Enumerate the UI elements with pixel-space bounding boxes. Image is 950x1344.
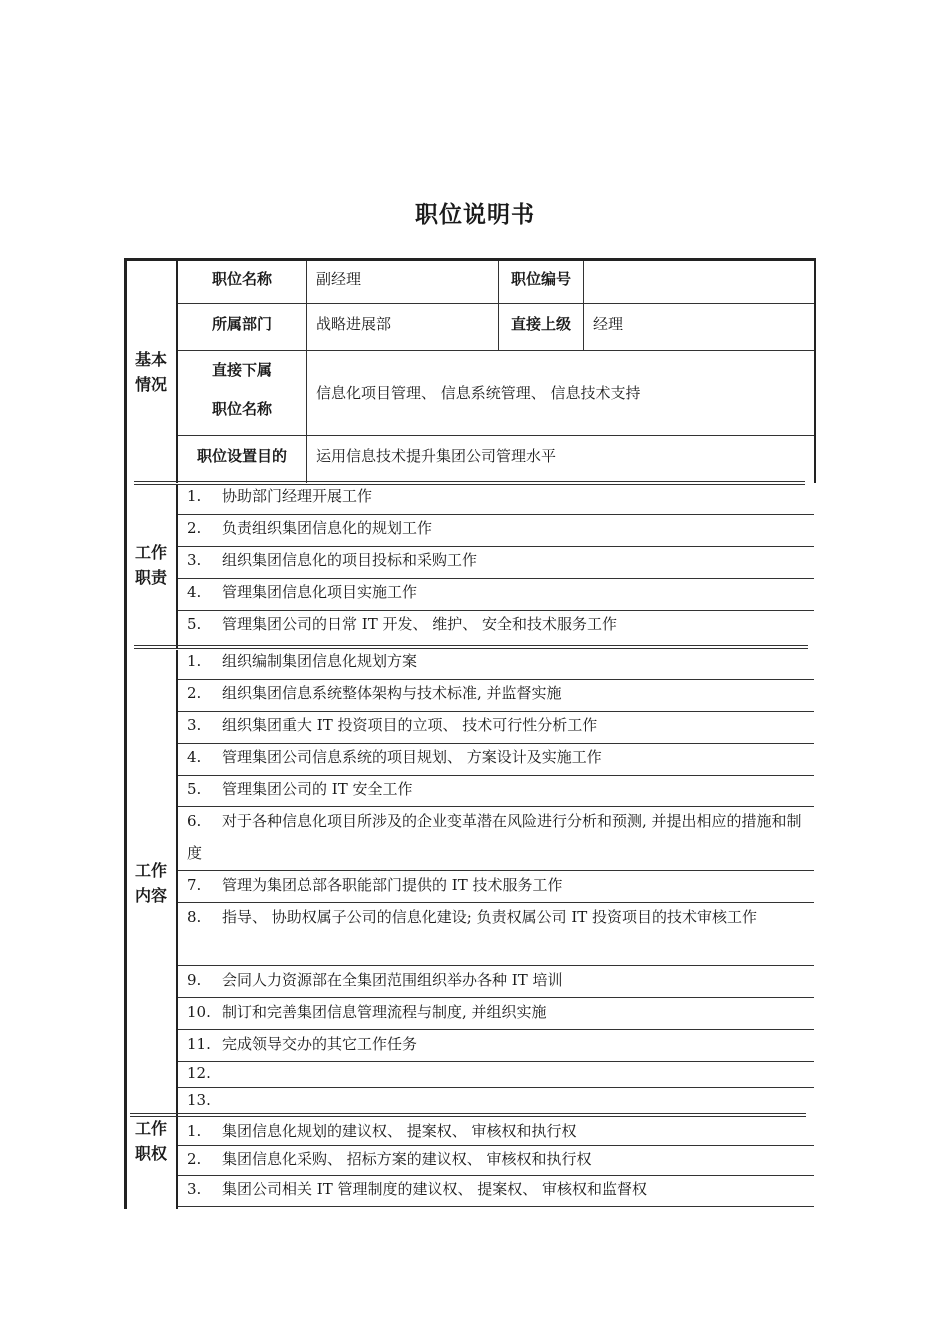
duty-item: 2. 负责组织集团信息化的规划工作 [187,519,433,537]
position-name-label: 职位名称 [211,270,272,288]
row-divider [178,1206,814,1207]
frame-right-border [814,258,816,483]
content-item: 4. 管理集团公司信息系统的项目规划、 方案设计及实施工作 [187,748,602,766]
department-value: 战略进展部 [316,315,392,333]
subordinate-label-line1: 直接下属 [211,361,272,379]
authority-item: 1. 集团信息化规划的建议权、 提案权、 审核权和执行权 [187,1122,577,1140]
content-item: 13. [187,1091,211,1109]
section-label-content: 工作 内容 [134,861,167,905]
content-item: 5. 管理集团公司的 IT 安全工作 [187,780,413,798]
section-label-duties: 工作 职责 [134,543,167,587]
content-item: 6. 对于各种信息化项目所涉及的企业变革潜在风险进行分析和预测, 并提出相应的措施和制度 [187,812,802,862]
content-item: 2. 组织集团信息系统整体架构与技术标准, 并监督实施 [187,684,562,702]
column-divider [583,261,584,350]
supervisor-value: 经理 [593,315,624,333]
content-item: 1. 组织编制集团信息化规划方案 [187,652,418,670]
content-item: 12. [187,1064,211,1082]
subordinate-value: 信息化项目管理、 信息系统管理、 信息技术支持 [316,384,641,402]
column-divider [306,261,307,483]
supervisor-label: 直接上级 [510,315,571,333]
duty-item: 1. 协助部门经理开展工作 [187,487,373,505]
duty-item: 5. 管理集团公司的日常 IT 开发、 维护、 安全和技术服务工作 [187,615,618,633]
content-item: 8. 指导、 协助权属子公司的信息化建设; 负责权属公司 IT 投资项目的技术审核工作 [187,908,758,926]
section-label-authority: 工作 职权 [134,1119,167,1163]
department-label: 所属部门 [211,315,272,333]
authority-item: 2. 集团信息化采购、 招标方案的建议权、 审核权和执行权 [187,1150,592,1168]
position-name-value: 副经理 [316,270,362,288]
page-title: 职位说明书 [415,202,535,228]
position-code-label: 职位编号 [510,270,571,288]
content-item: 9. 会同人力资源部在全集团范围组织举办各种 IT 培训 [187,971,563,989]
content-item: 3. 组织集团重大 IT 投资项目的立项、 技术可行性分析工作 [187,716,598,734]
section-label-basic: 基本 情况 [134,350,167,394]
purpose-label: 职位设置目的 [196,447,287,465]
content-item: 11. 完成领导交办的其它工作任务 [187,1035,418,1053]
duty-item: 4. 管理集团信息化项目实施工作 [187,583,418,601]
purpose-value: 运用信息技术提升集团公司管理水平 [316,447,557,465]
subordinate-label-line2: 职位名称 [211,400,272,418]
job-description-form [124,258,816,1209]
content-item: 7. 管理为集团总部各职能部门提供的 IT 技术服务工作 [187,876,563,894]
content-item: 10. 制订和完善集团信息管理流程与制度, 并组织实施 [187,1003,547,1021]
duty-item: 3. 组织集团信息化的项目投标和采购工作 [187,551,478,569]
position-code-value [593,261,803,297]
authority-item: 3. 集团公司相关 IT 管理制度的建议权、 提案权、 审核权和监督权 [187,1180,648,1198]
